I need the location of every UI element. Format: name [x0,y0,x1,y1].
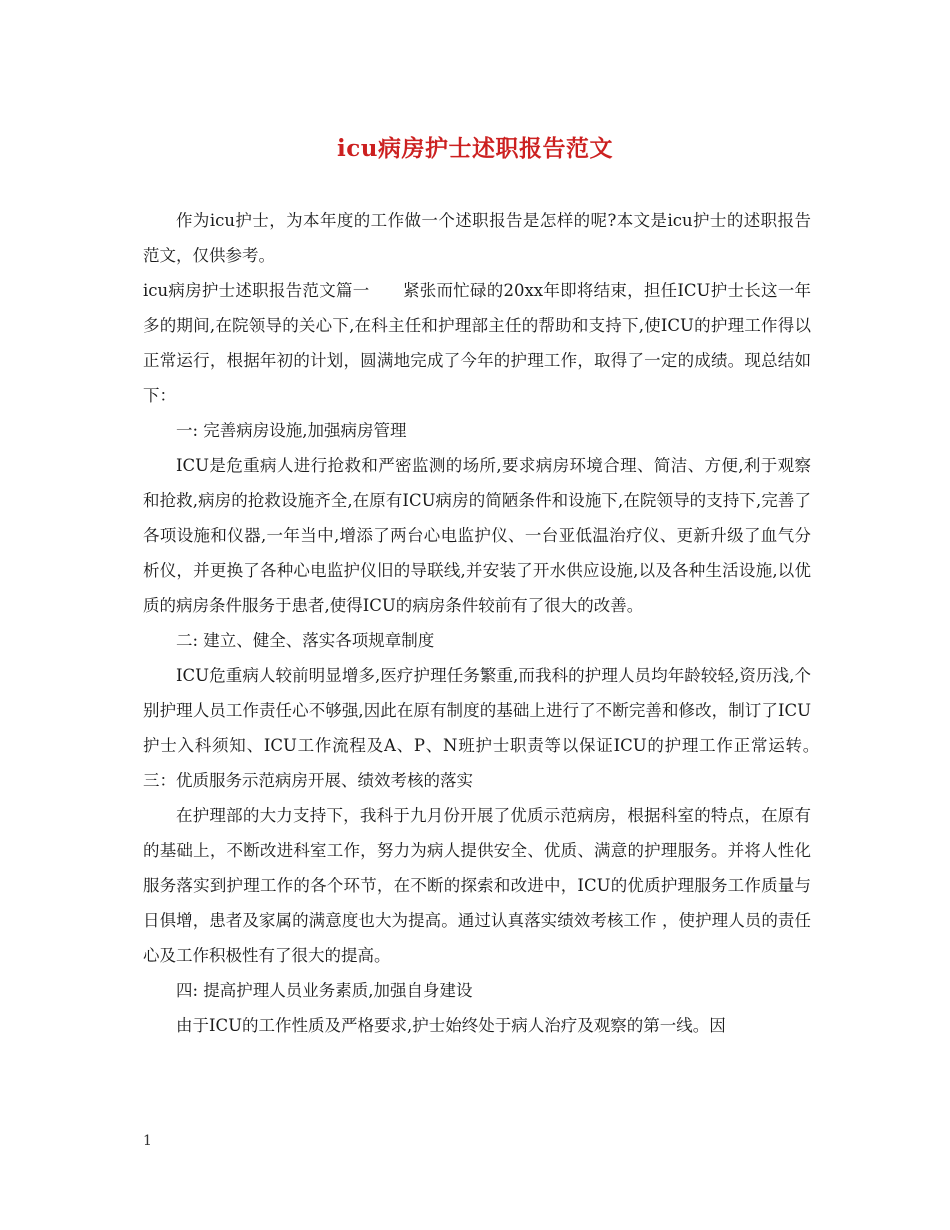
document-body [143,203,828,1043]
intro-paragraph: 作为icu护士，为本年度的工作做一个述职报告是怎样的呢?本文是icu护士的述职报告范文，仅供参考。 [143,211,811,265]
section-3-paragraph: 在护理部的大力支持下，我科于九月份开展了优质示范病房，根据科室的特点，在原有的基础上，不断改进科室工作，努力为病人提供安全、优质、满意的护理服务。并将人性化服务落实到护理工作的各个环节，在不断的探索和改进中，ICU的优质护理服务工作质量与日俱增，患者及家属的满意度也大为提高。通过认真落实绩效考核工作 ，使护理人员的责任心及工作积极性有了很大的提高。 [143,806,811,965]
section-opening-paragraph: icu病房护士述职报告范文篇一 紧张而忙碌的20xx年即将结束，担任ICU护士长这一年多的期间,在院领导的关心下,在科主任和护理部主任的帮助和支持下,使ICU的护理工作得以正常运行，根据年初的计划，圆满地完成了今年的护理工作，取得了一定的成绩。现总结如下： [143,281,811,405]
section-heading-4: 四: 提高护理人员业务素质,加强自身建设 [176,981,473,1000]
section-1-paragraph: ICU是危重病人进行抢救和严密监测的场所,要求病房环境合理、简洁、方便,利于观察和抢救,病房的抢救设施齐全,在原有ICU病房的简陋条件和设施下,在院领导的支持下,完善了各项设施和仪器,一年当中,增添了两台心电监护仪、一台亚低温治疗仪、更新升级了血气分析仪，并更换了各种心电监护仪旧的导联线,并安装了开水供应设施,以及各种生活设施,以优质的病房条件服务于患者,使得ICU的病房条件较前有了很大的改善。 [143,456,811,615]
section-heading-1: 一: 完善病房设施,加强病房管理 [176,421,407,440]
section-2-paragraph: ICU危重病人较前明显增多,医疗护理任务繁重,而我科的护理人员均年龄较轻,资历浅,个别护理人员工作责任心不够强,因此在原有制度的基础上进行了不断完善和修改，制订了ICU护士入科须知、ICU工作流程及A、P、N班护士职责等以保证ICU的护理工作正常运转。 三：优质服务示范病房开展、绩效考核的落实 [143,666,828,790]
section-heading-2: 二: 建立、健全、落实各项规章制度 [176,631,435,650]
page-number: 1 [143,1133,152,1149]
document-title: icu病房护士述职报告范文 [337,135,613,162]
section-4-paragraph: 由于ICU的工作性质及严格要求,护士始终处于病人治疗及观察的第一线。因 [176,1016,726,1035]
